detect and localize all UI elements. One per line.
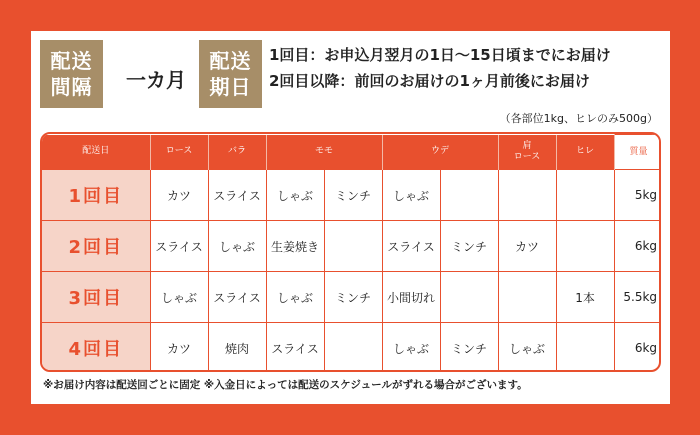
table-cell (556, 221, 614, 272)
table-cell: しゃぶ (208, 221, 266, 272)
table-cell: しゃぶ (266, 170, 324, 221)
interval-value: 一カ月 (126, 68, 186, 92)
table-cell (498, 170, 556, 221)
weight-cell: 6kg (614, 221, 661, 272)
interval-badge (40, 40, 103, 108)
header-thigh: モモ (266, 135, 382, 170)
table-cell: しゃぶ (498, 323, 556, 373)
table-row (42, 221, 661, 272)
header-fillet: ヒレ (556, 135, 614, 170)
row-label: 3回目 (42, 272, 150, 323)
header-shoulder-loin-line1: 肩 (522, 140, 532, 151)
table-cell: ミンチ (440, 323, 498, 373)
header-weight: 質量 (614, 135, 661, 170)
table-cell (440, 170, 498, 221)
table-row (42, 170, 661, 221)
table-cell: スライス (208, 170, 266, 221)
header-shoulder-loin (498, 135, 556, 170)
table-cell: スライス (266, 323, 324, 373)
weights-note: （各部位1kg、ヒレのみ500g） (499, 112, 658, 125)
table-row (42, 323, 661, 373)
table-cell: ミンチ (440, 221, 498, 272)
header-date: 配送日 (42, 135, 150, 170)
schedule-table-frame (40, 132, 661, 372)
header-shoulder-loin-line2: ロース (513, 151, 541, 162)
header-belly: バラ (208, 135, 266, 170)
table-row (42, 272, 661, 323)
row-label: 1回目 (42, 170, 150, 221)
table-cell: ミンチ (324, 272, 382, 323)
table-cell: 1本 (556, 272, 614, 323)
weight-cell: 6kg (614, 323, 661, 373)
delivery-schedule-table (42, 134, 661, 372)
table-cell: ミンチ (324, 170, 382, 221)
schedule-label-line1: 配送 (209, 49, 252, 73)
table-cell: しゃぶ (150, 272, 208, 323)
table-cell: 生姜焼き (266, 221, 324, 272)
table-cell (556, 323, 614, 373)
table-cell (324, 323, 382, 373)
table-cell: スライス (208, 272, 266, 323)
table-cell (324, 221, 382, 272)
row-label: 2回目 (42, 221, 150, 272)
interval-label-line1: 配送 (50, 49, 93, 73)
schedule-line-1: 1回目：お申込月翌月の1日〜15日頃までにお届け (269, 46, 611, 64)
info-card (31, 31, 670, 404)
table-cell: しゃぶ (266, 272, 324, 323)
schedule-label-line2: 期日 (209, 75, 252, 99)
table-cell (556, 170, 614, 221)
table-cell: 焼肉 (208, 323, 266, 373)
table-cell: しゃぶ (382, 170, 440, 221)
header-loin: ロース (150, 135, 208, 170)
table-cell: スライス (382, 221, 440, 272)
table-cell: カツ (150, 323, 208, 373)
row-label: 4回目 (42, 323, 150, 373)
weight-cell: 5.5kg (614, 272, 661, 323)
header-shoulder: ウデ (382, 135, 498, 170)
table-cell (440, 272, 498, 323)
interval-label-line2: 間隔 (50, 75, 93, 99)
table-cell: 小間切れ (382, 272, 440, 323)
schedule-badge (199, 40, 262, 108)
schedule-line-2: 2回目以降：前回のお届けの1ヶ月前後にお届け (269, 72, 590, 90)
table-cell: カツ (498, 221, 556, 272)
weight-cell: 5kg (614, 170, 661, 221)
table-cell: スライス (150, 221, 208, 272)
table-cell: カツ (150, 170, 208, 221)
table-cell: しゃぶ (382, 323, 440, 373)
table-cell (498, 272, 556, 323)
footer-note: ※お届け内容は配送回ごとに固定 ※入金日によっては配送のスケジュールがずれる場合がございます。 (43, 379, 528, 391)
